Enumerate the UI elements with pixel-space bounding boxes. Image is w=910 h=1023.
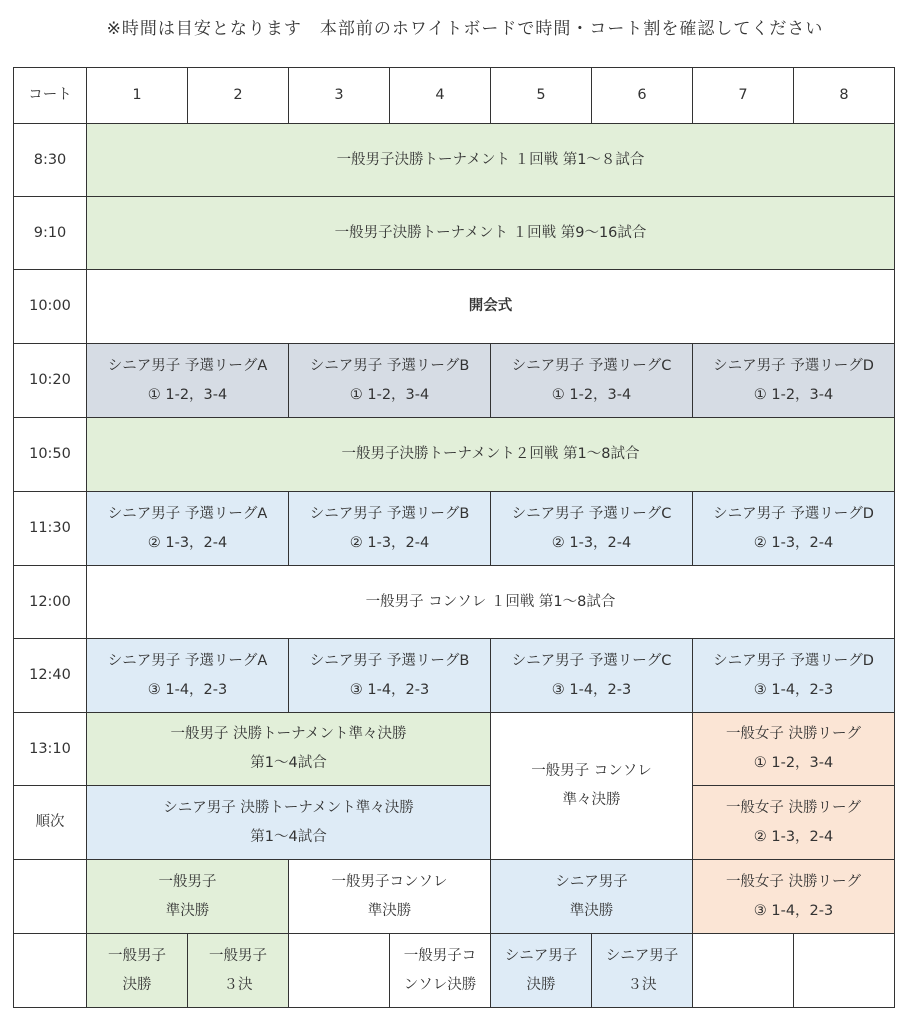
- event-line: シニア男子 予選リーグB: [309, 505, 470, 522]
- empty-cell: [289, 934, 390, 1008]
- row-semifinals: [14, 860, 895, 934]
- row-1310: [14, 713, 895, 786]
- event-cell: [289, 344, 491, 418]
- event-cell: 一般男子決勝トーナメント １回戦 第9～16試合: [87, 197, 895, 270]
- court-6: 6: [592, 68, 693, 124]
- court-3: 3: [289, 68, 390, 124]
- row-1050: [14, 418, 895, 492]
- event-line: 一般女子 決勝リーグ: [725, 873, 862, 890]
- event-line: シニア男子 予選リーグA: [107, 505, 268, 522]
- event-cell: [592, 934, 693, 1008]
- event-line: シニア男子: [605, 947, 679, 964]
- event-line: ② 1-3，2-4: [753, 534, 834, 551]
- event-line: シニア男子 予選リーグC: [511, 652, 672, 669]
- event-line: 第1～4試合: [250, 755, 327, 771]
- event-line: ② 1-3，2-4: [147, 534, 228, 551]
- time-cell: 10:00: [14, 270, 87, 344]
- event-cell: 一般男子決勝トーナメント １回戦 第1～８試合: [87, 124, 895, 197]
- event-line: ③ 1-4，2-3: [147, 681, 228, 698]
- event-cell: [188, 934, 289, 1008]
- event-cell: [289, 492, 491, 566]
- event-line: ③ 1-4，2-3: [753, 681, 834, 698]
- event-line: シニア男子 予選リーグC: [511, 505, 672, 522]
- event-cell: [693, 786, 895, 860]
- row-1020: [14, 344, 895, 418]
- row-1130: [14, 492, 895, 566]
- time-cell: 10:20: [14, 344, 87, 418]
- event-line: 第1～4試合: [250, 828, 327, 845]
- time-cell: 11:30: [14, 492, 87, 566]
- row-0830: [14, 124, 895, 197]
- event-line: ① 1-2，3-4: [753, 386, 834, 403]
- event-line: 決勝: [122, 976, 152, 993]
- event-line: 一般男子コンソレ: [331, 873, 448, 890]
- event-cell: [491, 344, 693, 418]
- event-cell: [491, 639, 693, 713]
- event-line: 準決勝: [165, 902, 210, 919]
- event-cell: [87, 639, 289, 713]
- event-line: シニア男子 予選リーグB: [309, 357, 470, 374]
- schedule-table: [13, 67, 895, 1008]
- time-cell: 8:30: [14, 124, 87, 197]
- time-cell: 順次: [14, 786, 87, 860]
- event-line: シニア男子 予選リーグD: [713, 505, 874, 522]
- court-2: 2: [188, 68, 289, 124]
- event-line: ３決: [223, 976, 253, 993]
- event-cell: [693, 492, 895, 566]
- row-0910: [14, 197, 895, 270]
- event-line: シニア男子 予選リーグA: [107, 652, 268, 669]
- event-line: 一般女子 決勝リーグ: [725, 799, 862, 816]
- empty-cell: [693, 934, 794, 1008]
- time-cell: 12:40: [14, 639, 87, 713]
- event-line: ① 1-2，3-4: [147, 386, 228, 403]
- row-finals: [14, 934, 895, 1008]
- event-line: ② 1-3，2-4: [551, 534, 632, 551]
- schedule-note: ※時間は目安となります 本部前のホワイトボードで時間・コート割を確認してください: [106, 19, 824, 39]
- event-line: 一般男子: [158, 873, 217, 890]
- event-line: 一般男子: [108, 947, 166, 964]
- court-4: 4: [390, 68, 491, 124]
- event-line: ② 1-3，2-4: [349, 534, 430, 551]
- event-line: 一般男子 コンソレ: [531, 763, 652, 779]
- event-line: 一般男子: [209, 947, 267, 964]
- event-line: シニア男子: [504, 947, 578, 964]
- time-cell: 13:10: [14, 713, 87, 786]
- event-cell: [693, 639, 895, 713]
- row-1240: [14, 639, 895, 713]
- event-line: 準決勝: [569, 902, 614, 919]
- event-line: シニア男子 決勝トーナメント準々決勝: [163, 799, 414, 816]
- event-line: ① 1-2，3-4: [349, 386, 430, 403]
- event-cell: [693, 713, 895, 786]
- event-cell: [87, 934, 188, 1008]
- event-cell: [87, 860, 289, 934]
- court-label: コート: [14, 68, 87, 124]
- event-line: ③ 1-4，2-3: [551, 681, 632, 698]
- empty-cell: [794, 934, 895, 1008]
- event-line: ③ 1-4，2-3: [753, 902, 834, 919]
- event-line: シニア男子 予選リーグD: [713, 652, 874, 669]
- event-cell: [87, 492, 289, 566]
- row-1200: [14, 566, 895, 639]
- time-cell: [14, 860, 87, 934]
- court-8: 8: [794, 68, 895, 124]
- court-7: 7: [693, 68, 794, 124]
- event-cell: [87, 786, 491, 860]
- event-cell: [491, 934, 592, 1008]
- event-line: 一般女子 決勝リーグ: [725, 726, 862, 742]
- event-cell: [289, 860, 491, 934]
- time-cell: 12:00: [14, 566, 87, 639]
- event-cell: [87, 344, 289, 418]
- event-line: ３決: [627, 976, 657, 993]
- event-line: 準々決勝: [562, 792, 621, 808]
- header-row: [14, 68, 895, 124]
- event-line: シニア男子: [555, 873, 628, 890]
- event-cell: [390, 934, 491, 1008]
- opening-ceremony-cell: 開会式: [87, 270, 895, 344]
- event-cell: [289, 639, 491, 713]
- event-line: 決勝: [526, 976, 556, 993]
- event-line: シニア男子 予選リーグD: [713, 357, 874, 374]
- court-1: 1: [87, 68, 188, 124]
- event-line: ② 1-3，2-4: [753, 828, 834, 845]
- event-line: ① 1-2，3-4: [753, 755, 834, 771]
- event-cell: [491, 492, 693, 566]
- event-cell: [87, 713, 491, 786]
- event-cell: [491, 713, 693, 860]
- event-line: ンソレ決勝: [403, 976, 477, 993]
- event-line: シニア男子 予選リーグC: [511, 357, 672, 374]
- event-cell: [693, 344, 895, 418]
- event-line: 一般男子コ: [403, 947, 477, 964]
- event-cell: [693, 860, 895, 934]
- row-1000: [14, 270, 895, 344]
- time-cell: 9:10: [14, 197, 87, 270]
- event-line: 準決勝: [367, 902, 412, 919]
- row-sequential: [14, 786, 895, 860]
- event-line: 一般男子 決勝トーナメント準々決勝: [170, 726, 407, 742]
- time-cell: [14, 934, 87, 1008]
- event-line: ① 1-2，3-4: [551, 386, 632, 403]
- time-cell: 10:50: [14, 418, 87, 492]
- event-line: シニア男子 予選リーグB: [309, 652, 470, 669]
- court-5: 5: [491, 68, 592, 124]
- event-line: ③ 1-4，2-3: [349, 681, 430, 698]
- event-cell: 一般男子 コンソレ １回戦 第1～8試合: [87, 566, 895, 639]
- event-line: シニア男子 予選リーグA: [107, 357, 268, 374]
- event-cell: 一般男子決勝トーナメント２回戦 第1～8試合: [87, 418, 895, 492]
- event-cell: [491, 860, 693, 934]
